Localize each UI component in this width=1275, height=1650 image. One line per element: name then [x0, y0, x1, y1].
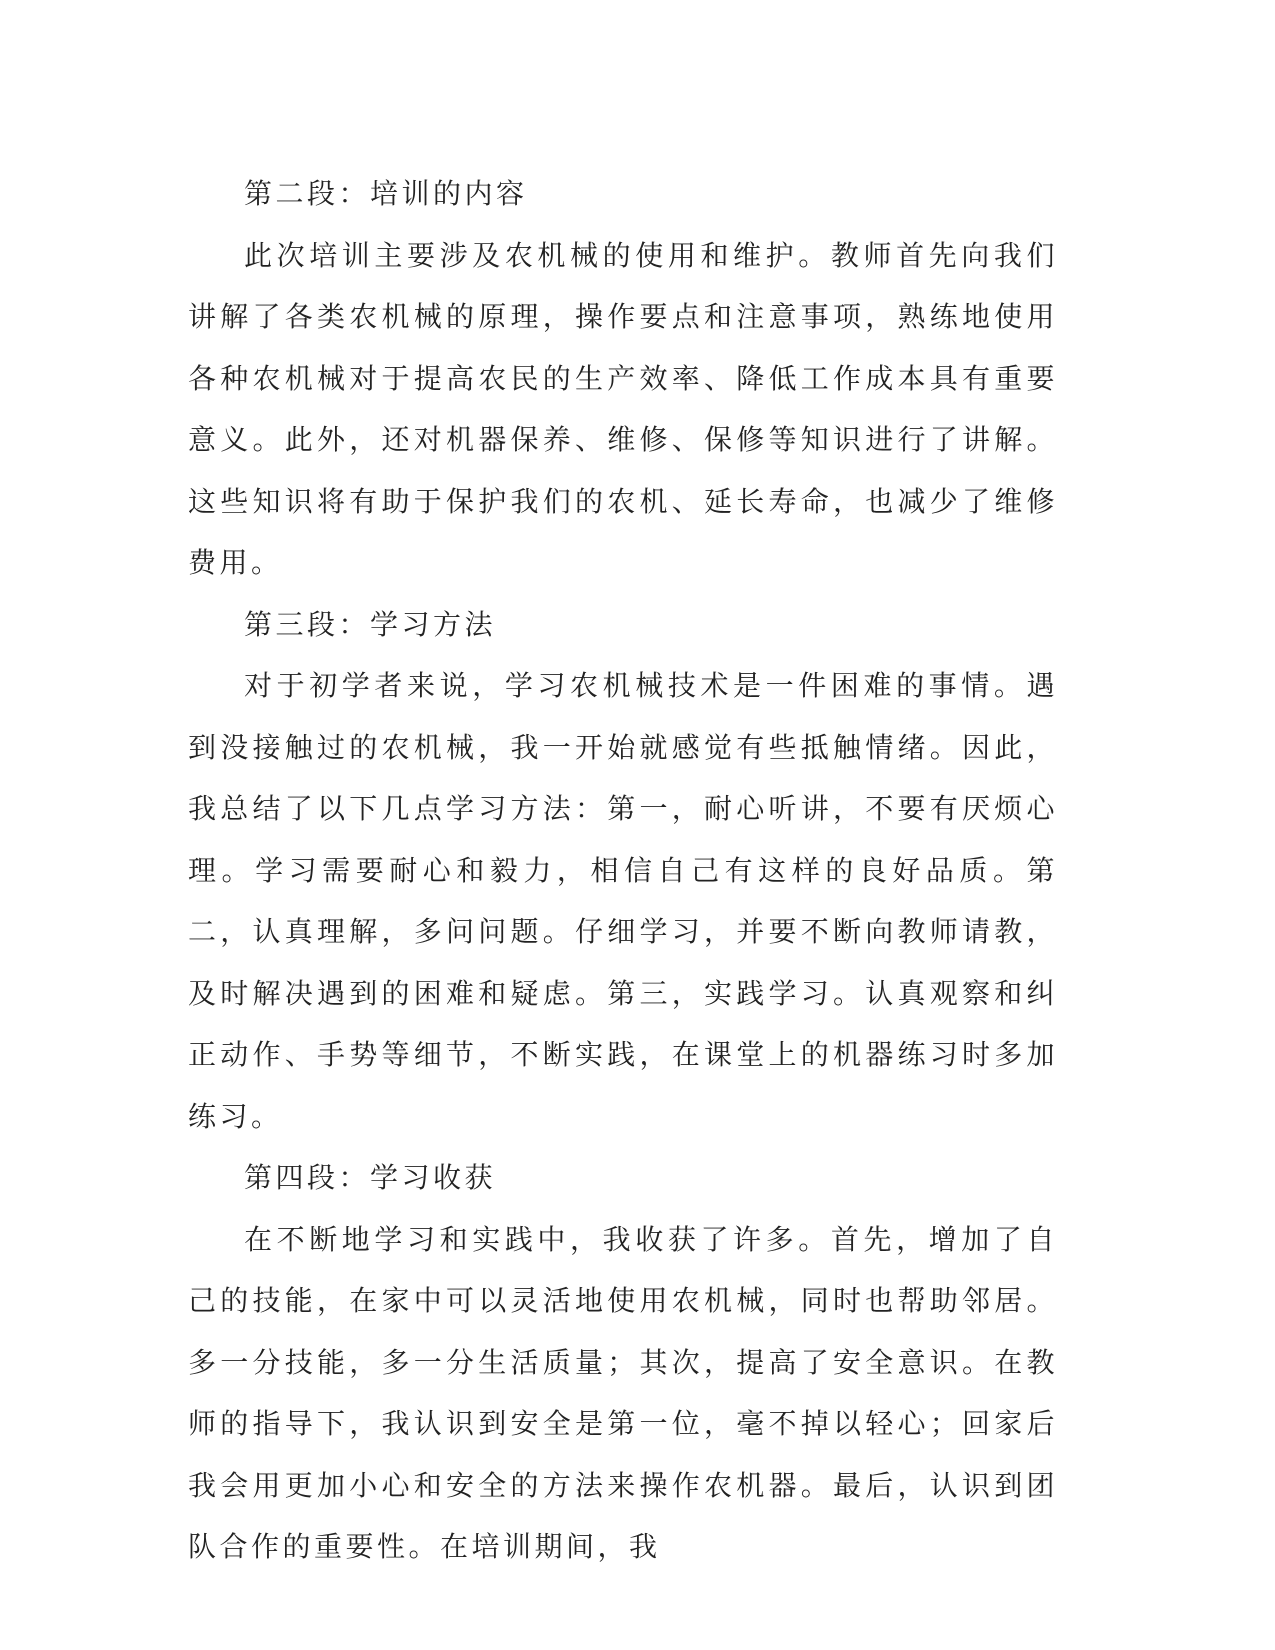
paragraph-learning-methods: 对于初学者来说，学习农机械技术是一件困难的事情。遇到没接触过的农机械，我一开始就感觉有些抵触情绪。因此，我总结了以下几点学习方法：第一，耐心听讲，不要有厌烦心理。学习需要耐心和毅力，相信自己有这样的良好品质。第二，认真理解，多问问题。仔细学习，并要不断向教师请教，及时解决遇到的困难和疑虑。第三，实践学习。认真观察和纠正动作、手势等细节，不断实践，在课堂上的机器练习时多加练习。 — [188, 669, 1058, 1133]
paragraph-learning-gains: 在不断地学习和实践中，我收获了许多。首先，增加了自己的技能，在家中可以灵活地使用农机械，同时也帮助邻居。多一分技能，多一分生活质量；其次，提高了安全意识。在教师的指导下，我认识到安全是第一位，毫不掉以轻心；回家后我会用更加小心和安全的方法来操作农机器。最后，认识到团队合作的重要性。在培训期间，我 — [188, 1222, 1058, 1563]
section-heading-training-content: 第二段：培训的内容 — [244, 177, 528, 210]
document-body — [188, 163, 1058, 1578]
section-heading-learning-methods: 第三段：学习方法 — [244, 607, 497, 641]
section-heading-learning-gains: 第四段：学习收获 — [244, 1161, 497, 1194]
paragraph-training-content: 此次培训主要涉及农机械的使用和维护。教师首先向我们讲解了各类农机械的原理，操作要点和注意事项，熟练地使用各种农机械对于提高农民的生产效率、降低工作成本具有重要意义。此外，还对机器保养、维修、保修等知识进行了讲解。这些知识将有助于保护我们的农机、延长寿命，也减少了维修费用。 — [188, 238, 1058, 579]
